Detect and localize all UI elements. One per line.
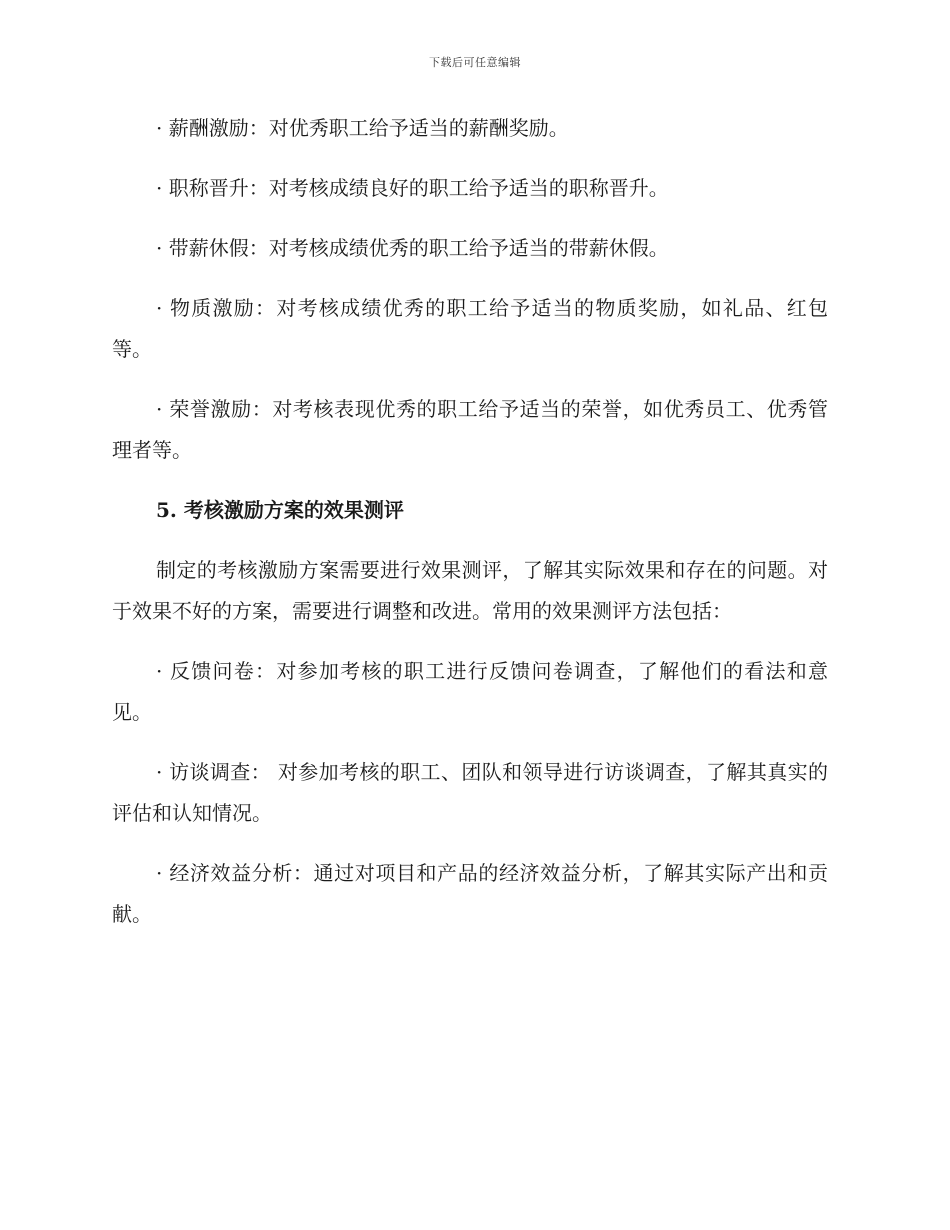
bullet-title-promotion: · 职称晋升：对考核成绩良好的职工给予适当的职称晋升。 <box>156 176 669 200</box>
bullet-salary-incentive: · 薪酬激励：对优秀职工给予适当的薪酬奖励。 <box>156 116 569 140</box>
bullet-economic-analysis: · 经济效益分析：通过对项目和产品的经济效益分析，了解其实际产出和贡献。 <box>112 861 828 926</box>
document-body <box>112 108 828 954</box>
evaluation-intro-paragraph: 制定的考核激励方案需要进行效果测评，了解其实际效果和存在的问题。对于效果不好的方案，需要进行调整和改进。常用的效果测评方法包括： <box>112 558 828 623</box>
page-header: 下载后可任意编辑 <box>429 56 521 69</box>
bullet-interview-survey: · 访谈调查： 对参加考核的职工、团队和领导进行访谈调查，了解其真实的评估和认知情况。 <box>112 760 828 825</box>
bullet-paid-leave: · 带薪休假：对考核成绩优秀的职工给予适当的带薪休假。 <box>156 236 669 260</box>
section-heading: 5. 考核激励方案的效果测评 <box>156 498 404 522</box>
bullet-feedback-questionnaire: · 反馈问卷：对参加考核的职工进行反馈问卷调查，了解他们的看法和意见。 <box>112 659 828 724</box>
bullet-honor-incentive: · 荣誉激励：对考核表现优秀的职工给予适当的荣誉，如优秀员工、优秀管理者等。 <box>112 397 828 462</box>
bullet-material-incentive: · 物质激励：对考核成绩优秀的职工给予适当的物质奖励，如礼品、红包等。 <box>112 296 828 361</box>
